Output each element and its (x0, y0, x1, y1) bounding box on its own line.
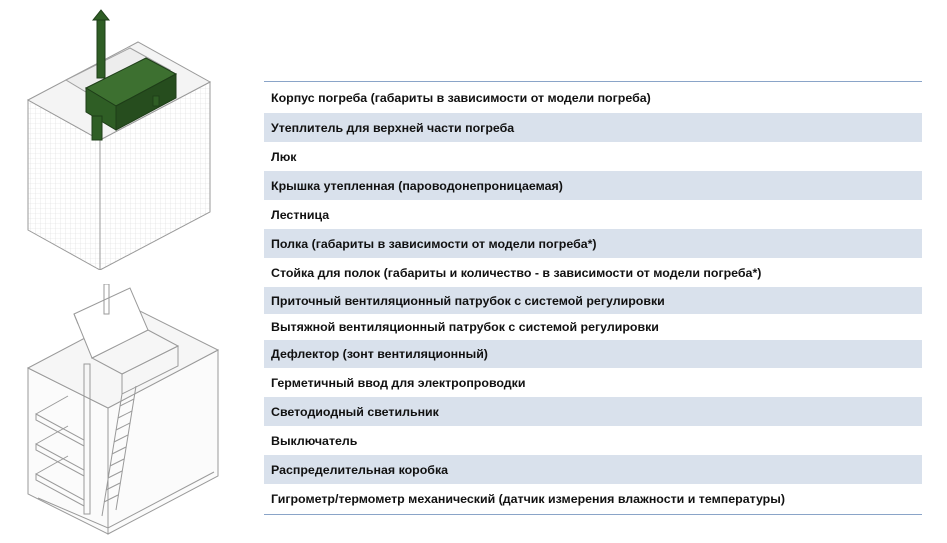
list-item: Люк (271, 149, 297, 164)
list-item: Вытяжной вентиляционный патрубок с системой регулировки (271, 320, 659, 334)
list-item: Полка (габариты в зависимости от модели погреба*) (264, 229, 922, 258)
list-item: Приточный вентиляционный патрубок с системой регулировки (264, 287, 922, 314)
list-item: Лестница (271, 207, 330, 222)
list-item: Утеплитель для верхней части погреба (264, 113, 922, 142)
list-item: Дефлектор (зонт вентиляционный) (264, 340, 922, 368)
cellar-closed-illustration (20, 8, 220, 270)
list-item: Распределительная коробка (264, 455, 922, 484)
list-item: Корпус погреба (габариты в зависимости от модели погреба) (271, 90, 651, 105)
list-item: Гигрометр/термометр механический (датчик измерения влажности и температуры) (271, 492, 785, 506)
list-item: Выключатель (271, 433, 358, 448)
components-list (264, 81, 922, 515)
list-item: Светодиодный светильник (264, 397, 922, 426)
list-item: Герметичный ввод для электропроводки (271, 375, 526, 390)
cellar-open-illustration (18, 284, 228, 539)
list-item: Крышка утепленная (пароводонепроницаемая) (264, 171, 922, 200)
list-item: Стойка для полок (габариты и количество - в зависимости от модели погреба*) (271, 265, 762, 280)
